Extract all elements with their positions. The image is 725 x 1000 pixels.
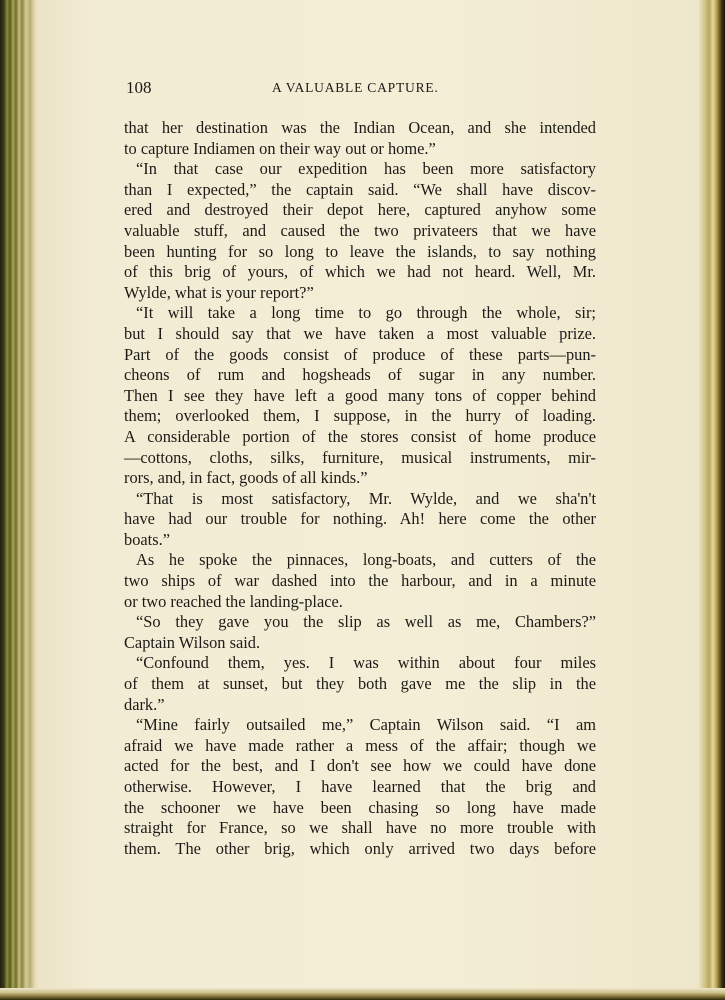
book-gutter-edge: [0, 0, 40, 1000]
body-text: [124, 118, 596, 859]
text-line: “It will take a long time to go through the whole, sir;: [136, 303, 596, 323]
text-line: valuable stuff, and caused the two privateers that we have: [124, 220, 596, 240]
text-line: two ships of war dashed into the harbour, and in a minute: [124, 571, 596, 591]
text-line: straight for France, so we shall have no more trouble with: [124, 818, 596, 838]
text-line: that her destination was the Indian Ocean, and she intended: [124, 118, 596, 137]
text-line: As he spoke the pinnaces, long-boats, and cutters of the: [136, 550, 596, 570]
text-line: “So they gave you the slip as well as me, Chambers?”: [136, 612, 596, 632]
page-number: 108: [126, 78, 152, 97]
text-line: ered and destroyed their depot here, captured anyhow some: [124, 200, 596, 220]
text-line: Then I see they have left a good many tons of copper behind: [124, 385, 596, 405]
text-line: have had our trouble for nothing. Ah! here come the other: [124, 509, 596, 529]
running-title: A VALUABLE CAPTURE.: [272, 80, 439, 95]
page-right-edge: [699, 0, 725, 1000]
text-line: rors, and, in fact, goods of all kinds.”: [124, 468, 368, 488]
text-line: A considerable portion of the stores consist of home produce: [124, 426, 596, 446]
text-line: afraid we have made rather a mess of the affair; though we: [124, 735, 596, 755]
page-bottom-edge: [0, 988, 725, 1000]
text-line: —cottons, cloths, silks, furniture, musical instruments, mir-: [124, 447, 596, 467]
text-line: acted for the best, and I don't see how we could have done: [124, 756, 596, 776]
text-line: of this brig of yours, of which we had not heard. Well, Mr.: [124, 262, 596, 282]
text-line: Part of the goods consist of produce of these parts—pun-: [124, 344, 596, 364]
text-line: but I should say that we have taken a most valuable prize.: [124, 323, 596, 343]
text-line: “Confound them, yes. I was within about four miles: [136, 653, 596, 673]
text-line: to capture Indiamen on their way out or home.”: [124, 138, 436, 158]
text-line: dark.”: [124, 694, 165, 714]
text-line: been hunting for so long to leave the islands, to say nothing: [124, 241, 596, 261]
running-header: [126, 78, 636, 104]
text-line: Captain Wilson said.: [124, 632, 261, 652]
text-line: “That is most satisfactory, Mr. Wylde, and we sha'n't: [136, 488, 596, 508]
text-line: of them at sunset, but they both gave me the slip in the: [124, 674, 596, 694]
text-line: them; overlooked them, I suppose, in the hurry of loading.: [124, 406, 596, 426]
text-line: them. The other brig, which only arrived two days before: [124, 838, 596, 858]
text-line: or two reached the landing-place.: [124, 591, 343, 611]
text-line: otherwise. However, I have learned that the brig and: [124, 777, 596, 796]
text-line: “In that case our expedition has been more satisfactory: [136, 159, 596, 179]
text-line: boats.”: [124, 529, 170, 549]
text-line: than I expected,” the captain said. “We shall have discov-: [124, 179, 596, 199]
text-line: the schooner we have been chasing so long have made: [124, 797, 596, 817]
text-line: cheons of rum and hogsheads of sugar in any number.: [124, 365, 596, 385]
text-line: “Mine fairly outsailed me,” Captain Wilson said. “I am: [136, 715, 596, 735]
text-line: Wylde, what is your report?”: [124, 282, 314, 302]
